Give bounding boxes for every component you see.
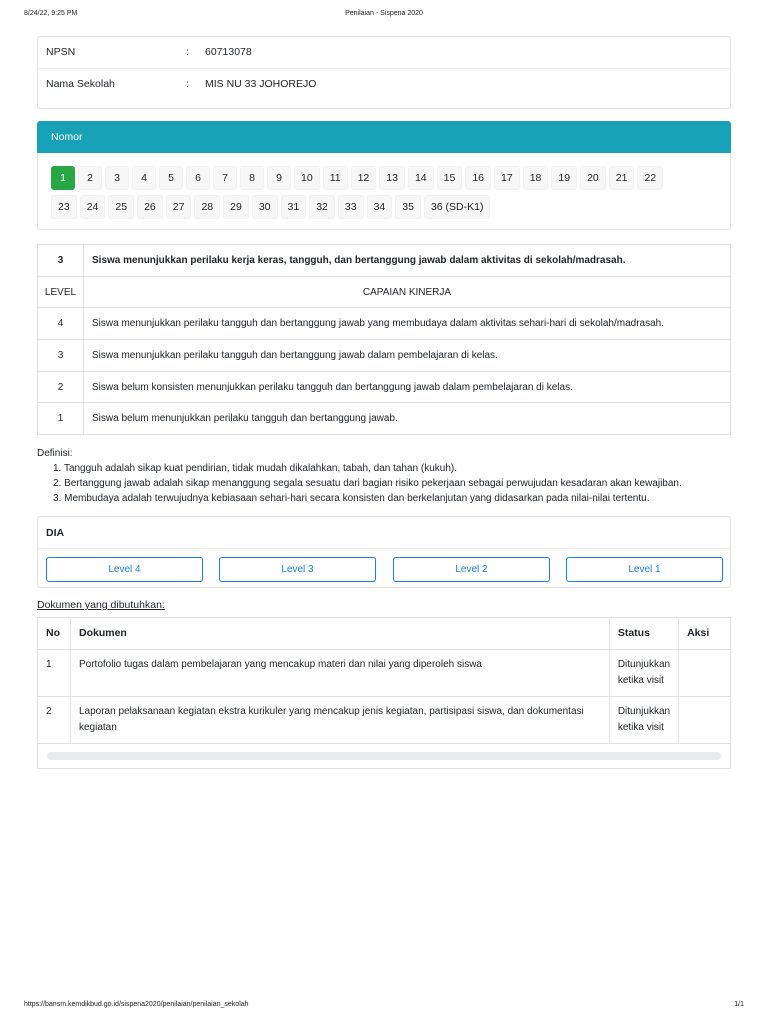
nomor-button-6[interactable]: 6 [186, 166, 210, 190]
info-row-npsn [38, 37, 730, 68]
level-row [38, 340, 731, 372]
level-description: Siswa menunjukkan perilaku tangguh dan bertanggung jawab yang membudaya dalam aktivitas sehari-hari di sekolah/madrasah. [84, 308, 731, 340]
nomor-button-29[interactable]: 29 [223, 195, 249, 219]
nomor-button-13[interactable]: 13 [379, 166, 405, 190]
info-label: NPSN [46, 46, 76, 58]
nomor-button-20[interactable]: 20 [580, 166, 606, 190]
nomor-button-9[interactable]: 9 [267, 166, 291, 190]
table-row [38, 697, 731, 744]
nomor-button-33[interactable]: 33 [338, 195, 364, 219]
definisi-item: 3. Membudaya adalah terwujudnya kebiasaan sehari-hari secara konsisten dan berkelanjutan yang didasarkan pada nilai-nilai tertentu. [53, 493, 650, 504]
level-number: 1 [38, 403, 84, 435]
nomor-button-34[interactable]: 34 [367, 195, 393, 219]
nomor-card [37, 121, 731, 230]
nomor-button-19[interactable]: 19 [551, 166, 577, 190]
criteria-table [37, 244, 731, 435]
nomor-button-24[interactable]: 24 [80, 195, 106, 219]
definisi-item: 2. Bertanggung jawab adalah sikap menanggung segala sesuatu dari bagian risiko pekerjaan sebagai perwujudan kesadaran akan kewajiban. [53, 478, 682, 489]
criteria-title-row [38, 245, 731, 277]
level-3-button[interactable]: Level 3 [219, 557, 376, 582]
nomor-button-2[interactable]: 2 [78, 166, 102, 190]
definisi-title: Definisi: [37, 448, 73, 459]
print-datetime: 8/24/22, 9:25 PM [24, 10, 78, 17]
level-number: 4 [38, 308, 84, 340]
dokumen-header-row [38, 618, 731, 650]
nomor-button-12[interactable]: 12 [351, 166, 377, 190]
nomor-button-30[interactable]: 30 [252, 195, 278, 219]
nomor-button-31[interactable]: 31 [281, 195, 307, 219]
nomor-button-21[interactable]: 21 [609, 166, 635, 190]
header-aksi: Aksi [679, 618, 731, 650]
level-2-button[interactable]: Level 2 [393, 557, 550, 582]
print-title: Penilaian - Sispena 2020 [345, 10, 423, 17]
nomor-button-28[interactable]: 28 [194, 195, 220, 219]
criteria-statement: Siswa menunjukkan perilaku kerja keras, tangguh, dan bertanggung jawab dalam aktivitas di sekolah/madrasah. [84, 245, 731, 277]
nomor-button-5[interactable]: 5 [159, 166, 183, 190]
nomor-button-3[interactable]: 3 [105, 166, 129, 190]
nomor-button-7[interactable]: 7 [213, 166, 237, 190]
header-status: Status [609, 618, 678, 650]
row-dokumen: Laporan pelaksanaan kegiatan ekstra kurikuler yang mencakup jenis kegiatan, partisipasi siswa, dan dokumentasi kegiatan [70, 697, 609, 744]
info-label: Nama Sekolah [46, 78, 115, 90]
print-url: https://bansm.kemdikbud.go.id/sispena2020/penilaian/penilaian_sekolah [24, 1001, 249, 1008]
nomor-button-4[interactable]: 4 [132, 166, 156, 190]
level-description: Siswa menunjukkan perilaku tangguh dan bertanggung jawab dalam pembelajaran di kelas. [84, 340, 731, 372]
nomor-button-27[interactable]: 27 [166, 195, 192, 219]
capaian-header: CAPAIAN KINERJA [84, 276, 731, 308]
nomor-button-16[interactable]: 16 [465, 166, 491, 190]
definisi-list [53, 461, 737, 506]
level-1-button[interactable]: Level 1 [566, 557, 723, 582]
row-aksi [679, 650, 731, 697]
nomor-button-11[interactable]: 11 [323, 166, 348, 190]
nomor-button-14[interactable]: 14 [408, 166, 434, 190]
level-description: Siswa belum menunjukkan perilaku tangguh dan bertanggung jawab. [84, 403, 731, 435]
nomor-button-15[interactable]: 15 [437, 166, 463, 190]
definisi-section [37, 446, 737, 506]
level-description: Siswa belum konsisten menunjukkan perilaku tangguh dan bertanggung jawab dalam pembelajaran di kelas. [84, 371, 731, 403]
row-status: Ditunjukkan ketika visit [609, 697, 678, 744]
nomor-grid [51, 166, 721, 224]
criteria-number: 3 [38, 245, 84, 277]
row-status: Ditunjukkan ketika visit [609, 650, 678, 697]
print-page-number: 1/1 [734, 1001, 744, 1008]
criteria-header-row [38, 276, 731, 308]
nomor-button-36[interactable]: 36 (SD-K1) [424, 195, 491, 219]
school-info-card [37, 36, 731, 109]
nomor-button-1[interactable]: 1 [51, 166, 75, 190]
horizontal-scrollbar[interactable] [47, 752, 721, 760]
info-row-nama-sekolah [38, 68, 730, 99]
nomor-row [51, 166, 721, 190]
print-header [24, 10, 744, 22]
dia-card [37, 516, 731, 588]
level-number: 3 [38, 340, 84, 372]
nomor-button-25[interactable]: 25 [108, 195, 134, 219]
level-row [38, 308, 731, 340]
dokumen-table [37, 617, 731, 744]
nomor-header: Nomor [37, 121, 731, 153]
row-aksi [679, 697, 731, 744]
row-no: 1 [38, 650, 71, 697]
table-row [38, 650, 731, 697]
row-no: 2 [38, 697, 71, 744]
level-4-button[interactable]: Level 4 [46, 557, 203, 582]
header-dokumen: Dokumen [70, 618, 609, 650]
info-value: MIS NU 33 JOHOREJO [205, 78, 317, 90]
level-number: 2 [38, 371, 84, 403]
definisi-item: 1. Tangguh adalah sikap kuat pendirian, tidak mudah dikalahkan, tabah, dan tahan (kukuh). [53, 463, 457, 474]
level-row [38, 403, 731, 435]
level-header: LEVEL [38, 276, 84, 308]
dia-title: DIA [38, 517, 730, 549]
dokumen-table-container [37, 617, 731, 769]
row-dokumen: Portofolio tugas dalam pembelajaran yang mencakup materi dan nilai yang diperoleh siswa [70, 650, 609, 697]
info-value: 60713078 [205, 46, 252, 58]
dokumen-label: Dokumen yang dibutuhkan: [37, 599, 165, 611]
nomor-button-10[interactable]: 10 [294, 166, 320, 190]
level-row [38, 371, 731, 403]
print-footer [24, 1001, 744, 1013]
nomor-button-8[interactable]: 8 [240, 166, 264, 190]
nomor-button-35[interactable]: 35 [395, 195, 421, 219]
nomor-button-26[interactable]: 26 [137, 195, 163, 219]
nomor-button-32[interactable]: 32 [309, 195, 335, 219]
nomor-button-22[interactable]: 22 [637, 166, 663, 190]
nomor-button-17[interactable]: 17 [494, 166, 520, 190]
nomor-button-23[interactable]: 23 [51, 195, 77, 219]
nomor-row [51, 195, 721, 219]
info-colon: : [186, 78, 189, 90]
info-colon: : [186, 46, 189, 58]
header-no: No [38, 618, 71, 650]
nomor-button-18[interactable]: 18 [523, 166, 549, 190]
